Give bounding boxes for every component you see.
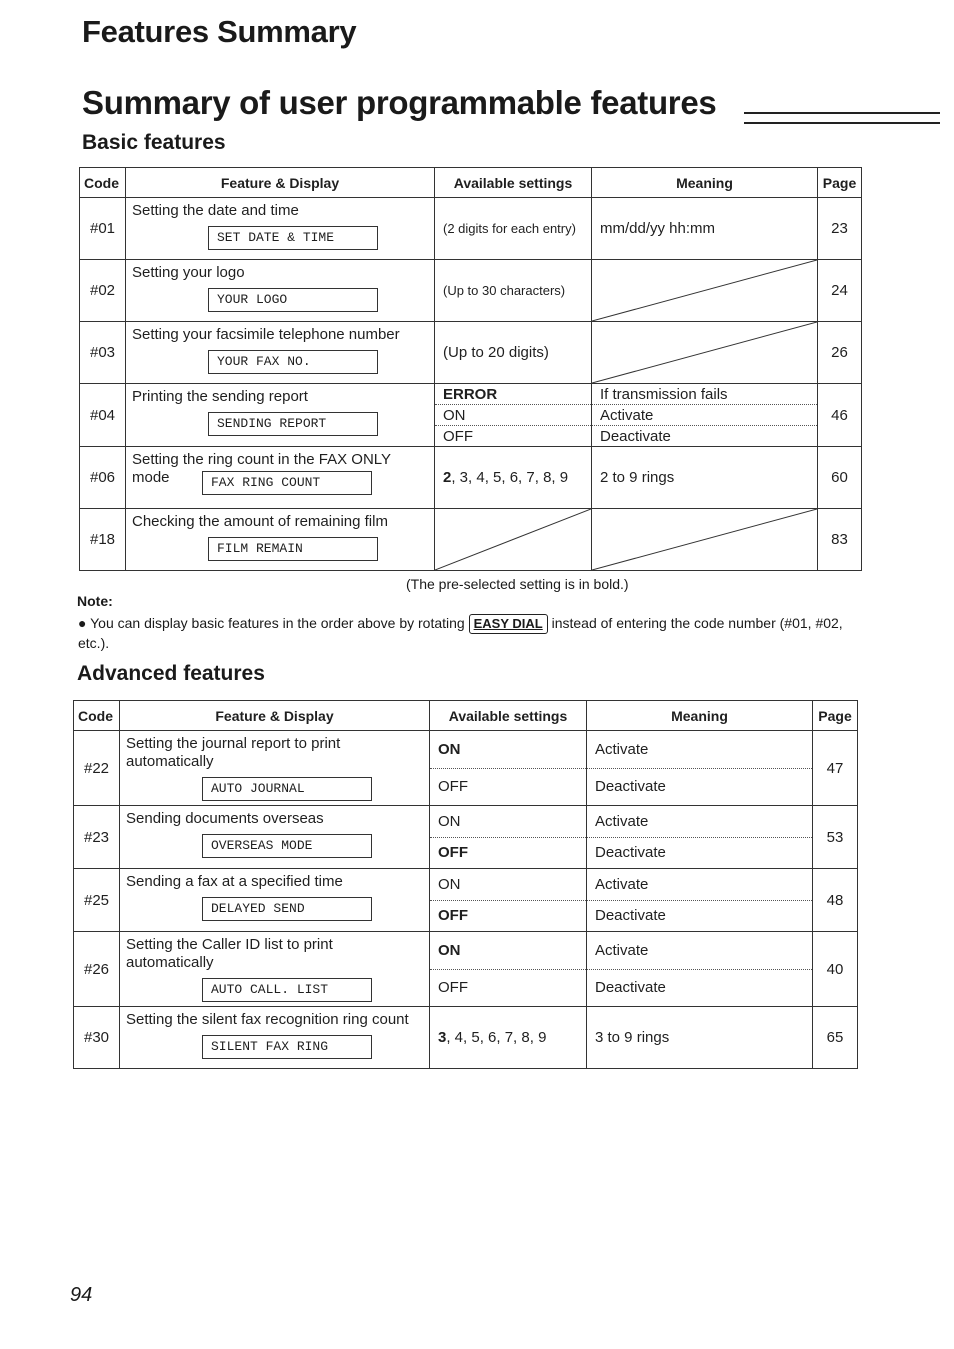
note-text-before: You can display basic features in the order above by rotating bbox=[90, 615, 469, 631]
setting-option: OFF bbox=[430, 969, 586, 1007]
meaning: 3 to 9 rings bbox=[587, 1007, 813, 1069]
available-settings bbox=[430, 869, 587, 932]
available-settings bbox=[430, 806, 587, 869]
table-row bbox=[80, 447, 862, 509]
feature-code: #06 bbox=[80, 447, 126, 509]
setting-meaning: Deactivate bbox=[587, 768, 812, 806]
setting-meaning: Activate bbox=[595, 875, 649, 893]
setting-option: ERROR bbox=[443, 385, 498, 403]
feature-description: Setting the silent fax recognition ring count bbox=[126, 1011, 409, 1028]
feature-cell bbox=[126, 384, 435, 447]
section-heading: Summary of user programmable features bbox=[82, 84, 717, 121]
meaning bbox=[587, 869, 813, 932]
page-ref: 48 bbox=[813, 869, 858, 932]
feature-code: #22 bbox=[74, 731, 120, 806]
feature-cell bbox=[120, 806, 430, 869]
table-header-row bbox=[80, 168, 862, 198]
available-settings bbox=[435, 447, 592, 509]
setting-option: OFF bbox=[430, 837, 586, 869]
setting-meaning: Activate bbox=[595, 740, 649, 758]
diagonal-strike-icon bbox=[592, 509, 817, 570]
feature-cell bbox=[120, 932, 430, 1007]
setting-option: ON bbox=[435, 404, 591, 425]
basic-features-heading: Basic features bbox=[82, 131, 226, 154]
setting-meaning: Deactivate bbox=[587, 837, 812, 869]
setting-option: ON bbox=[438, 740, 461, 758]
available-settings: (Up to 30 characters) bbox=[435, 260, 592, 322]
table-row bbox=[74, 869, 858, 932]
preselected-setting: 2 bbox=[443, 469, 452, 486]
feature-description: Setting the journal report to print automatically bbox=[126, 735, 341, 770]
feature-code: #18 bbox=[80, 509, 126, 571]
page-ref: 24 bbox=[818, 260, 862, 322]
table-header-row bbox=[74, 701, 858, 731]
diagonal-strike-icon bbox=[435, 509, 591, 570]
display-text: YOUR FAX NO. bbox=[208, 350, 378, 374]
column-header-page: Page bbox=[813, 701, 858, 731]
setting-option: ON bbox=[438, 812, 461, 830]
setting-option: OFF bbox=[430, 900, 586, 932]
feature-code: #30 bbox=[74, 1007, 120, 1069]
column-header-settings: Available settings bbox=[435, 168, 592, 198]
setting-meaning: Activate bbox=[595, 812, 649, 830]
feature-code: #01 bbox=[80, 198, 126, 260]
page-ref: 53 bbox=[813, 806, 858, 869]
setting-option: OFF bbox=[435, 425, 591, 446]
available-settings: (Up to 20 digits) bbox=[435, 322, 592, 384]
setting-meaning: Deactivate bbox=[587, 969, 812, 1007]
page-heading: Features Summary bbox=[82, 14, 357, 49]
display-text: FILM REMAIN bbox=[208, 537, 378, 561]
setting-meaning: Activate bbox=[592, 404, 817, 425]
column-header-feature: Feature & Display bbox=[120, 701, 430, 731]
setting-meaning: Deactivate bbox=[592, 425, 817, 446]
feature-cell bbox=[126, 447, 435, 509]
meaning bbox=[592, 384, 818, 447]
feature-cell bbox=[126, 322, 435, 384]
meaning-not-applicable bbox=[592, 260, 818, 322]
bullet-icon: ● bbox=[78, 615, 87, 631]
table-row bbox=[74, 806, 858, 869]
feature-cell bbox=[126, 260, 435, 322]
display-text: FAX RING COUNT bbox=[202, 471, 372, 495]
meaning-not-applicable bbox=[592, 322, 818, 384]
table-row bbox=[74, 731, 858, 806]
table-row bbox=[80, 198, 862, 260]
display-text: SILENT FAX RING bbox=[202, 1035, 372, 1059]
diagonal-strike-icon bbox=[592, 322, 817, 383]
available-settings bbox=[430, 731, 587, 806]
feature-description: Sending documents overseas bbox=[126, 810, 324, 827]
diagonal-strike-icon bbox=[592, 260, 817, 321]
setting-option: ON bbox=[438, 941, 461, 959]
table-row bbox=[80, 322, 862, 384]
column-header-code: Code bbox=[80, 168, 126, 198]
feature-code: #25 bbox=[74, 869, 120, 932]
available-settings bbox=[435, 384, 592, 447]
available-settings bbox=[430, 1007, 587, 1069]
table-row bbox=[80, 384, 862, 447]
feature-description: Setting the ring count in the FAX ONLY mode bbox=[132, 451, 391, 486]
table-row bbox=[74, 932, 858, 1007]
advanced-features-table bbox=[73, 700, 858, 1069]
column-header-page: Page bbox=[818, 168, 862, 198]
setting-meaning: If transmission fails bbox=[600, 385, 728, 403]
other-settings: , 3, 4, 5, 6, 7, 8, 9 bbox=[451, 469, 569, 486]
page-ref: 47 bbox=[813, 731, 858, 806]
display-text: YOUR LOGO bbox=[208, 288, 378, 312]
display-text: SENDING REPORT bbox=[208, 412, 378, 436]
note-text bbox=[78, 614, 858, 652]
preselected-setting: 3 bbox=[438, 1029, 447, 1046]
feature-code: #26 bbox=[74, 932, 120, 1007]
feature-code: #04 bbox=[80, 384, 126, 447]
feature-code: #02 bbox=[80, 260, 126, 322]
page-ref: 40 bbox=[813, 932, 858, 1007]
feature-code: #23 bbox=[74, 806, 120, 869]
display-text: OVERSEAS MODE bbox=[202, 834, 372, 858]
available-settings bbox=[430, 932, 587, 1007]
meaning-not-applicable bbox=[592, 509, 818, 571]
display-text: DELAYED SEND bbox=[202, 897, 372, 921]
display-text: AUTO JOURNAL bbox=[202, 777, 372, 801]
feature-description: Printing the sending report bbox=[132, 388, 308, 405]
page-ref: 60 bbox=[818, 447, 862, 509]
preselected-note: (The pre-selected setting is in bold.) bbox=[406, 576, 629, 592]
page-ref: 83 bbox=[818, 509, 862, 571]
note-text-after: instead of entering the code number (#01, #02, etc.). bbox=[78, 615, 843, 651]
table-row bbox=[80, 260, 862, 322]
feature-description: Setting the date and time bbox=[132, 202, 299, 219]
basic-features-table bbox=[79, 167, 862, 571]
feature-code: #03 bbox=[80, 322, 126, 384]
column-header-feature: Feature & Display bbox=[126, 168, 435, 198]
setting-meaning: Deactivate bbox=[587, 900, 812, 932]
setting-option: OFF bbox=[430, 768, 586, 806]
feature-description: Checking the amount of remaining film bbox=[132, 513, 388, 530]
setting-meaning: Activate bbox=[595, 941, 649, 959]
display-text: SET DATE & TIME bbox=[208, 226, 378, 250]
note-label: Note: bbox=[77, 593, 113, 609]
feature-cell bbox=[120, 731, 430, 806]
table-row bbox=[74, 1007, 858, 1069]
feature-description: Setting your facsimile telephone number bbox=[132, 326, 400, 343]
feature-cell bbox=[126, 509, 435, 571]
meaning bbox=[587, 731, 813, 806]
column-header-settings: Available settings bbox=[430, 701, 587, 731]
advanced-features-heading: Advanced features bbox=[77, 662, 265, 685]
feature-description: Setting the Caller ID list to print automatically bbox=[126, 936, 333, 971]
feature-cell bbox=[126, 198, 435, 260]
setting-option: ON bbox=[438, 875, 461, 893]
column-header-code: Code bbox=[74, 701, 120, 731]
meaning bbox=[587, 932, 813, 1007]
table-row bbox=[80, 509, 862, 571]
feature-description: Setting your logo bbox=[132, 264, 245, 281]
easy-dial-key-label: EASY DIAL bbox=[469, 614, 548, 634]
feature-description: Sending a fax at a specified time bbox=[126, 873, 343, 890]
meaning: mm/dd/yy hh:mm bbox=[592, 198, 818, 260]
column-header-meaning: Meaning bbox=[592, 168, 818, 198]
meaning: 2 to 9 rings bbox=[592, 447, 818, 509]
page-number: 94 bbox=[70, 1284, 93, 1306]
heading-rule bbox=[744, 112, 940, 124]
available-settings: (2 digits for each entry) bbox=[435, 198, 592, 260]
meaning bbox=[587, 806, 813, 869]
display-text: AUTO CALL. LIST bbox=[202, 978, 372, 1002]
page-ref: 65 bbox=[813, 1007, 858, 1069]
settings-not-applicable bbox=[435, 509, 592, 571]
page-ref: 46 bbox=[818, 384, 862, 447]
page-ref: 23 bbox=[818, 198, 862, 260]
other-settings: , 4, 5, 6, 7, 8, 9 bbox=[446, 1029, 547, 1046]
feature-cell bbox=[120, 1007, 430, 1069]
page-ref: 26 bbox=[818, 322, 862, 384]
column-header-meaning: Meaning bbox=[587, 701, 813, 731]
feature-cell bbox=[120, 869, 430, 932]
